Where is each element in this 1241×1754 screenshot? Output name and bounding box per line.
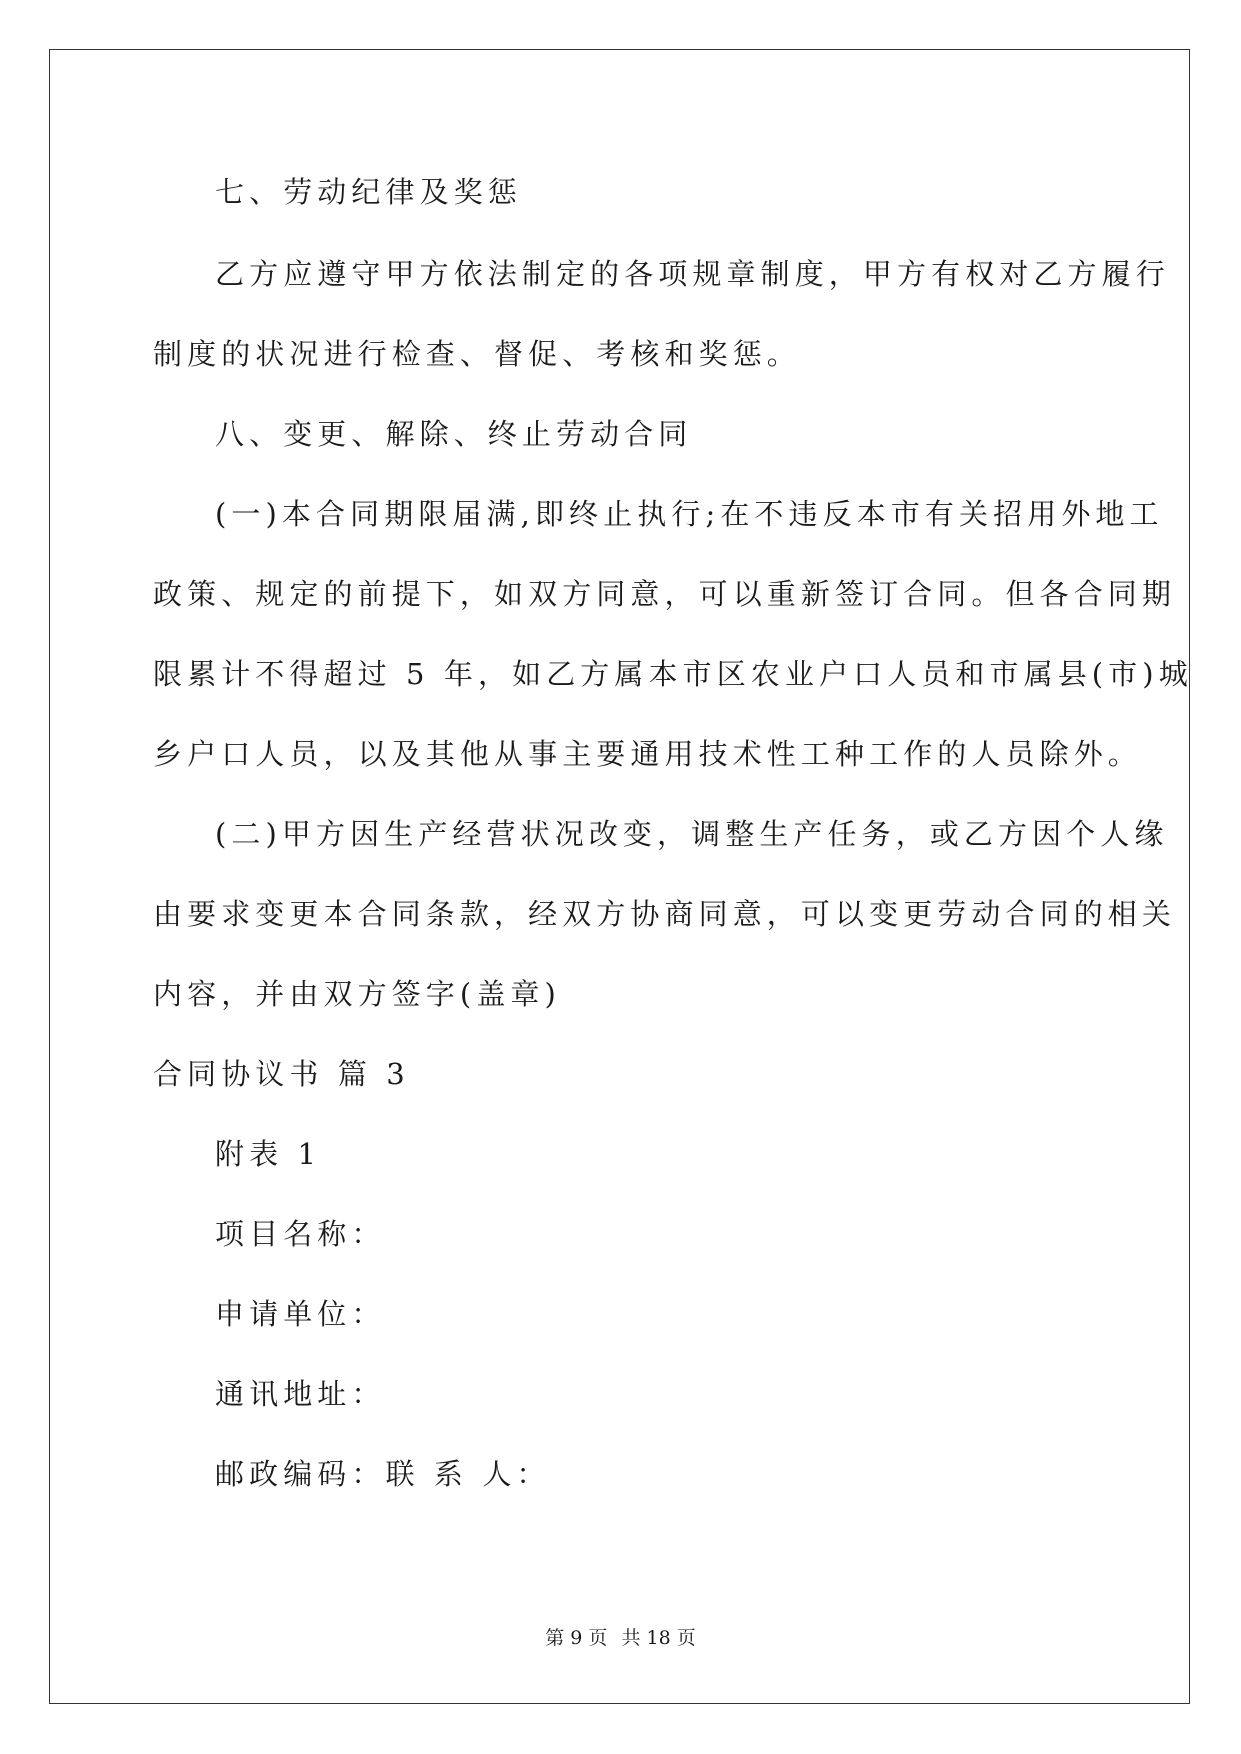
field-project-name: 项目名称： (215, 1217, 386, 1251)
page-number-current: 第 9 页 (545, 1627, 608, 1649)
article-title: 合同协议书 篇 3 (153, 1057, 410, 1091)
paragraph-line: 限累计不得超过 5 年，如乙方属本市区农业户口人员和市属县(市)城 (153, 657, 1193, 691)
field-mailing-address: 通讯地址： (215, 1377, 386, 1411)
paragraph-line: 乡户口人员，以及其他从事主要通用技术性工种工作的人员除外。 (153, 737, 1142, 771)
field-applicant-unit: 申请单位： (215, 1297, 386, 1331)
page-footer (0, 1626, 1241, 1650)
section-heading-change-contract: 八、变更、解除、终止劳动合同 (215, 417, 693, 451)
page-number-total: 共 18 页 (621, 1627, 696, 1649)
paragraph-line: 政策、规定的前提下，如双方同意，可以重新签订合同。但各合同期 (153, 577, 1177, 611)
paragraph-line: 内容，并由双方签字(盖章) (153, 977, 561, 1011)
paragraph-line: (一)本合同期限届满,即终止执行;在不违反本市有关招用外地工 (215, 497, 1164, 531)
field-postcode-contact: 邮政编码：联 系 人： (215, 1457, 551, 1491)
paragraph-line: 制度的状况进行检查、督促、考核和奖惩。 (153, 337, 801, 371)
appendix-label: 附表 1 (215, 1137, 322, 1171)
paragraph-line: (二)甲方因生产经营状况改变，调整生产任务，或乙方因个人缘 (215, 817, 1169, 851)
paragraph-line: 由要求变更本合同条款，经双方协商同意，可以变更劳动合同的相关 (153, 897, 1177, 931)
section-heading-discipline: 七、劳动纪律及奖惩 (215, 175, 522, 209)
paragraph-line: 乙方应遵守甲方依法制定的各项规章制度，甲方有权对乙方履行 (215, 257, 1170, 291)
